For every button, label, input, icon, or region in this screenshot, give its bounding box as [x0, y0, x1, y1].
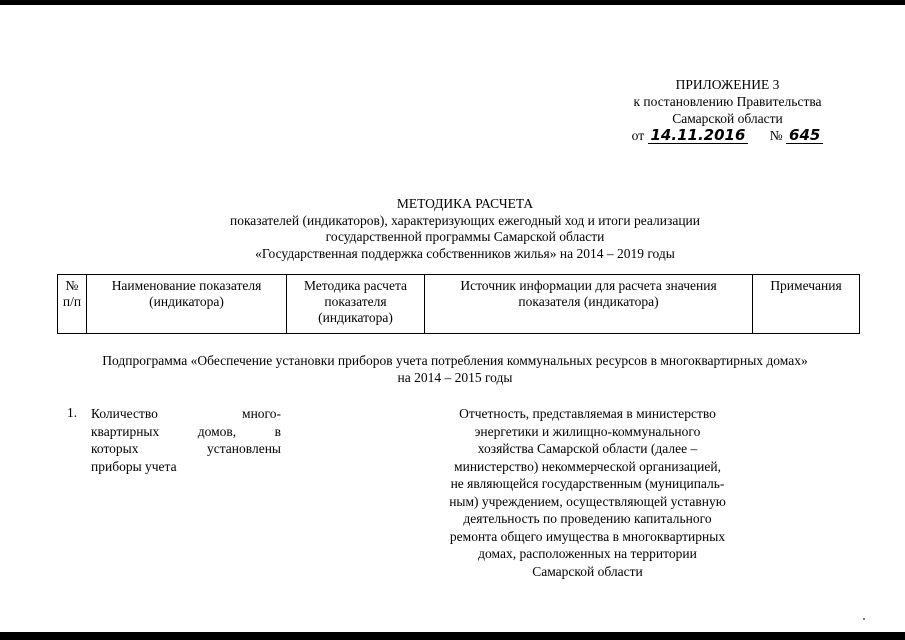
- scan-speck: [863, 618, 865, 620]
- header-cell-name: Наименование показателя (индикатора): [87, 275, 287, 334]
- from-label: от: [631, 128, 645, 143]
- header-cell-method: Методика расчета показателя (индикатора): [287, 275, 425, 334]
- indicator-name-line: приборы учета: [91, 458, 177, 474]
- appendix-title: ПРИЛОЖЕНИЕ 3: [675, 77, 780, 92]
- header-cell-notes: Примечания: [753, 275, 860, 334]
- subprogram-line: на 2014 – 2015 годы: [397, 370, 513, 385]
- handwritten-number: 645: [786, 128, 823, 144]
- title-line: показателей (индикаторов), характеризующих ежегодный ход и итоги реализации: [229, 212, 701, 228]
- header-row: [58, 275, 860, 334]
- appendix-block: [610, 76, 845, 144]
- information-source: [420, 405, 755, 580]
- appendix-date-line: [610, 127, 845, 144]
- source-line: Самарской области: [532, 563, 643, 579]
- source-line: ремонта общего имущества в многоквартирных: [449, 528, 726, 544]
- subprogram-line: Подпрограмма «Обеспечение установки приборов учета потребления коммунальных ресурсов в многоквартирных домах»: [102, 353, 808, 368]
- header-table: [57, 274, 860, 334]
- indicator-name-line: Количество много-: [91, 406, 281, 421]
- handwritten-date: 14.11.2016: [648, 128, 749, 144]
- source-line: министерство) некоммерческой организацией,: [454, 458, 721, 474]
- source-line: хозяйства Самарской области (далее –: [477, 441, 698, 456]
- appendix-line: к постановлению Правительства: [633, 94, 822, 109]
- source-line: энергетики и жилищно-коммунального: [474, 423, 701, 439]
- document-title: [100, 196, 830, 262]
- source-line: деятельность по проведению капитального: [463, 511, 712, 526]
- header-cell-number: № п/п: [58, 275, 87, 334]
- indicator-name: [91, 405, 281, 475]
- scan-border-bottom: [0, 632, 905, 640]
- subprogram-heading: [40, 352, 870, 386]
- appendix-line: Самарской области: [672, 111, 783, 126]
- title-line: «Государственная поддержка собственников жилья» на 2014 – 2019 годы: [255, 245, 675, 261]
- source-line: Отчетность, представляемая в министерство: [459, 406, 716, 421]
- title-heading: МЕТОДИКА РАСЧЕТА: [396, 196, 534, 211]
- indicator-name-line: которых установлены: [91, 441, 281, 456]
- indicator-name-line: квартирных домов, в: [91, 423, 281, 439]
- scan-border-top: [0, 0, 905, 5]
- header-cell-source: Источник информации для расчета значения показателя (индикатора): [425, 275, 753, 334]
- title-line: государственной программы Самарской области: [325, 229, 605, 244]
- number-label: №: [769, 128, 783, 143]
- source-line: домах, расположенных на территории: [478, 546, 697, 561]
- row-number: 1.: [67, 405, 78, 420]
- source-line: не являющейся государственным (муниципаль-: [450, 476, 725, 491]
- source-line: ным) учреждением, осуществляющей уставную: [449, 493, 726, 509]
